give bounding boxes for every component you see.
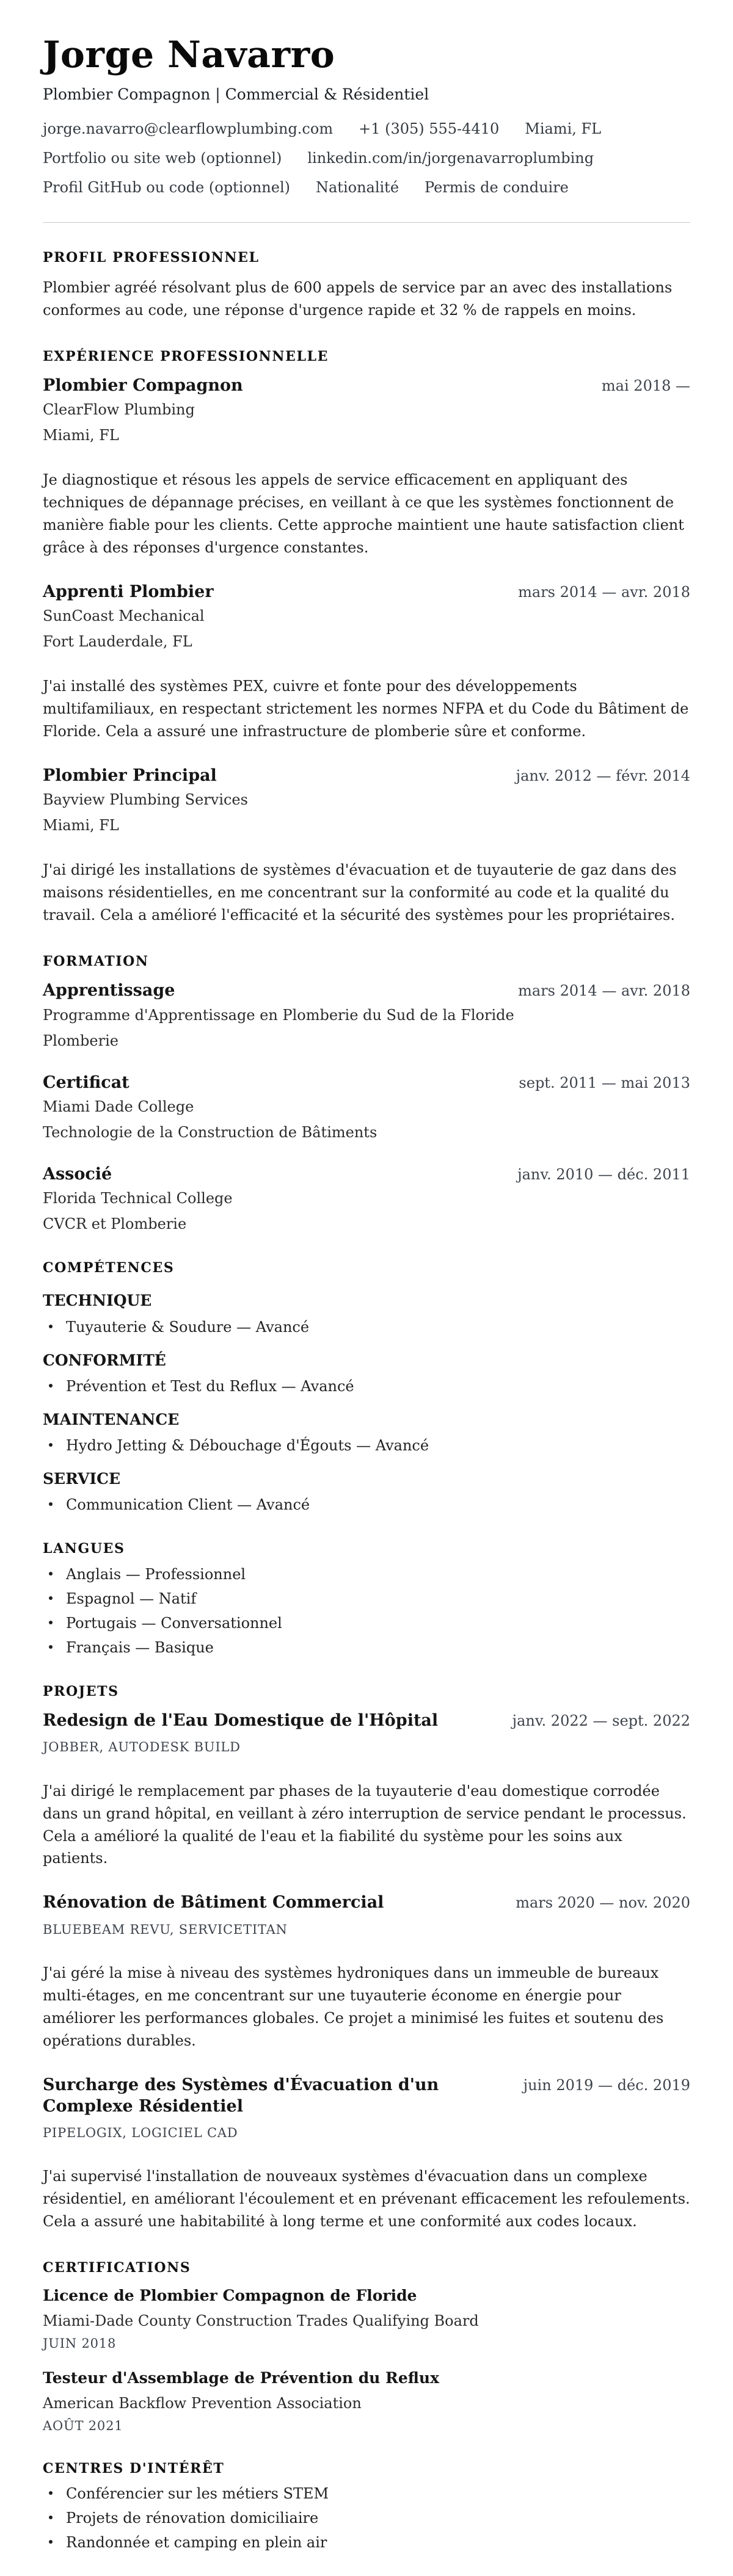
bullet-icon: [49, 1621, 53, 1624]
skill-item-label: Prévention et Test du Reflux — Avancé: [66, 1377, 354, 1395]
interest-item: [43, 2533, 690, 2552]
experience-heading: EXPÉRIENCE PROFESSIONNELLE: [43, 348, 329, 364]
job-entry: [43, 765, 690, 927]
skill-group-heading: TECHNIQUE: [43, 1292, 152, 1310]
job-description: J'ai installé des systèmes PEX, cuivre et fonte pour des développements multifamiliaux, en respectant strictement les normes NFPA et du Code du Bâtiment de Floride. Cela a assuré une infrastructure de plomberie sûre et conforme.: [43, 678, 689, 740]
bullet-icon: [49, 1596, 53, 1600]
interest-item-label: Conférencier sur les métiers STEM: [66, 2485, 329, 2503]
bullet-icon: [49, 2491, 53, 2495]
project-entry: [43, 1710, 690, 1870]
skill-item-label: Hydro Jetting & Débouchage d'Égouts — Avancé: [66, 1437, 429, 1454]
skill-list: [43, 1496, 690, 1514]
skill-list: [43, 1436, 690, 1455]
interest-item: [43, 2509, 690, 2527]
job-location: Fort Lauderdale, FL: [43, 633, 192, 651]
job-dates: mai 2018 —: [601, 377, 690, 395]
language-item-label: Anglais — Professionnel: [66, 1565, 246, 1583]
bullet-icon: [49, 1325, 53, 1328]
skill-group-heading: SERVICE: [43, 1470, 121, 1488]
project-description: J'ai géré la mise à niveau des systèmes hydroniques dans un immeuble de bureaux multi-étages, en me concentrant sur une tuyauterie économe en énergie pour améliorer les performances globales. Ce projet a minimisé les fuites et soutenu des opérations durables.: [43, 1964, 664, 2049]
contact-phone: +1 (305) 555-4410: [359, 120, 500, 138]
project-entry: [43, 2074, 690, 2233]
contact-block: [43, 120, 690, 197]
contact-linkedin: linkedin.com/in/jorgenavarroplumbing: [307, 150, 594, 167]
contact-row-2: [43, 149, 690, 167]
contact-row-1: [43, 120, 690, 138]
education-dates: mars 2014 — avr. 2018: [518, 982, 690, 1000]
bullet-icon: [49, 1443, 53, 1447]
education-school: Miami Dade College: [43, 1098, 194, 1115]
project-tools: PIPELOGIX, LOGICIEL CAD: [43, 2125, 238, 2140]
contact-email: jorge.navarro@clearflowplumbing.com: [43, 120, 334, 138]
resume-header: [43, 34, 690, 197]
section-languages: [43, 1541, 690, 1657]
certification-issuer: American Backflow Prevention Association: [43, 2394, 362, 2412]
profile-heading: PROFIL PROFESSIONNEL: [43, 250, 260, 266]
job-location: Miami, FL: [43, 817, 119, 834]
bullet-icon: [49, 1502, 53, 1506]
certification-entry: [43, 2286, 690, 2351]
certification-entry: [43, 2368, 690, 2434]
project-tools: JOBBER, AUTODESK BUILD: [43, 1740, 241, 1755]
job-company: Bayview Plumbing Services: [43, 791, 248, 809]
education-field: CVCR et Plomberie: [43, 1215, 187, 1232]
section-certifications: [43, 2260, 690, 2434]
education-heading: FORMATION: [43, 953, 149, 969]
language-item-label: Français — Basique: [66, 1638, 214, 1656]
education-entry: [43, 980, 690, 1049]
language-item: [43, 1638, 690, 1657]
skills-heading: COMPÉTENCES: [43, 1259, 175, 1276]
project-title: Redesign de l'Eau Domestique de l'Hôpital: [43, 1711, 439, 1731]
header-divider: [43, 222, 690, 223]
job-entry: [43, 581, 690, 743]
project-entry-head: [43, 1710, 690, 1731]
project-entry-head: [43, 2074, 690, 2117]
education-entry-head: [43, 1163, 690, 1185]
contact-github: Profil GitHub ou code (optionnel): [43, 179, 290, 197]
interest-item-label: Randonnée et camping en plein air: [66, 2534, 327, 2552]
skill-item-label: Communication Client — Avancé: [66, 1496, 310, 1514]
interests-heading: CENTRES D'INTÉRÊT: [43, 2460, 225, 2477]
language-item: [43, 1590, 690, 1608]
language-item-label: Espagnol — Natif: [66, 1590, 197, 1607]
education-field: Plomberie: [43, 1032, 119, 1049]
bullet-icon: [49, 1645, 53, 1649]
language-item: [43, 1565, 690, 1583]
project-entry: [43, 1892, 690, 2052]
education-school: Florida Technical College: [43, 1189, 233, 1207]
skill-list: [43, 1318, 690, 1336]
project-entry-head: [43, 1892, 690, 1913]
skill-item: [43, 1496, 690, 1514]
education-entry-head: [43, 1072, 690, 1093]
education-entry: [43, 1163, 690, 1233]
job-description: Je diagnostique et résous les appels de service efficacement en appliquant des techniques de dépannage précises, en veillant à ce que les systèmes fonctionnent de manière fiable pour les clients. Cette approche maintient une haute satisfaction client grâce à des réponses d'urgence constantes.: [43, 471, 684, 557]
section-profile: [43, 250, 690, 321]
language-list: [43, 1565, 690, 1657]
education-degree: Associé: [43, 1164, 112, 1184]
language-item-label: Portugais — Conversationnel: [66, 1614, 282, 1632]
languages-heading: LANGUES: [43, 1541, 125, 1557]
language-item: [43, 1614, 690, 1632]
bullet-icon: [49, 1384, 53, 1387]
bullet-icon: [49, 2540, 53, 2544]
job-title: Plombier Principal: [43, 766, 217, 786]
skill-list: [43, 1377, 690, 1395]
job-dates: janv. 2012 — févr. 2014: [516, 767, 690, 785]
bullet-icon: [49, 2516, 53, 2519]
contact-location: Miami, FL: [525, 120, 602, 138]
interest-list: [43, 2484, 690, 2552]
job-title: Plombier Compagnon: [43, 376, 243, 396]
contact-driving-license: Permis de conduire: [425, 179, 569, 197]
resume-subtitle: Plombier Compagnon | Commercial & Résidentiel: [43, 85, 429, 103]
section-interests: [43, 2461, 690, 2552]
education-field: Technologie de la Construction de Bâtiments: [43, 1123, 377, 1141]
profile-text: Plombier agréé résolvant plus de 600 appels de service par an avec des installations conformes au code, une réponse d'urgence rapide et 32 % de rappels en moins.: [43, 278, 673, 319]
project-dates: mars 2020 — nov. 2020: [516, 1894, 690, 1912]
section-projects: [43, 1684, 690, 2233]
skill-group-heading: CONFORMITÉ: [43, 1351, 166, 1369]
job-company: ClearFlow Plumbing: [43, 401, 195, 419]
project-description: J'ai supervisé l'installation de nouveaux systèmes d'évacuation dans un complexe résidentiel, en améliorant l'écoulement et en prévenant efficacement les refoulements. Cela a assuré une habitabilité à long terme et une conformité aux codes locaux.: [43, 2168, 690, 2230]
contact-portfolio: Portfolio ou site web (optionnel): [43, 150, 282, 167]
resume-name: Jorge Navarro: [43, 34, 335, 76]
contact-row-3: [43, 178, 690, 197]
skill-item: [43, 1377, 690, 1395]
education-school: Programme d'Apprentissage en Plomberie du Sud de la Floride: [43, 1006, 514, 1024]
certification-title: Testeur d'Assemblage de Prévention du Reflux: [43, 2369, 439, 2387]
job-entry-head: [43, 375, 690, 396]
bullet-icon: [49, 1572, 53, 1576]
project-title: Surcharge des Systèmes d'Évacuation d'un Complexe Résidentiel: [43, 2075, 439, 2116]
job-title: Apprenti Plombier: [43, 582, 214, 602]
job-dates: mars 2014 — avr. 2018: [518, 584, 690, 601]
project-title: Rénovation de Bâtiment Commercial: [43, 1893, 384, 1912]
certification-date: JUIN 2018: [43, 2335, 117, 2351]
job-location: Miami, FL: [43, 427, 119, 444]
interest-item: [43, 2484, 690, 2503]
job-entry: [43, 375, 690, 559]
project-dates: janv. 2022 — sept. 2022: [512, 1712, 690, 1730]
education-degree: Apprentissage: [43, 981, 175, 1000]
project-dates: juin 2019 — déc. 2019: [523, 2076, 690, 2094]
education-dates: sept. 2011 — mai 2013: [519, 1074, 690, 1091]
skill-item: [43, 1436, 690, 1455]
contact-nationality: Nationalité: [315, 179, 399, 197]
education-entry-head: [43, 980, 690, 1001]
job-company: SunCoast Mechanical: [43, 607, 205, 625]
section-experience: [43, 349, 690, 927]
job-description: J'ai dirigé les installations de systèmes d'évacuation et de tuyauterie de gaz dans des maisons résidentielles, en me concentrant sur la conformité au code et la qualité du travail. Cela a amélioré l'efficacité et la sécurité des systèmes pour les propriétaires.: [43, 861, 677, 924]
skill-item: [43, 1318, 690, 1336]
projects-heading: PROJETS: [43, 1683, 119, 1699]
education-dates: janv. 2010 — déc. 2011: [517, 1165, 690, 1183]
interest-item-label: Projets de rénovation domiciliaire: [66, 2509, 319, 2527]
skill-group-heading: MAINTENANCE: [43, 1410, 180, 1428]
project-description: J'ai dirigé le remplacement par phases de la tuyauterie d'eau domestique corrodée dans un grand hôpital, en veillant à zéro interruption de service pendant le processus. Cela a amélioré la qualité de l'eau et la fiabilité du système pour les soins aux patients.: [43, 1782, 687, 1867]
job-entry-head: [43, 581, 690, 602]
certifications-heading: CERTIFICATIONS: [43, 2259, 191, 2276]
skill-item-label: Tuyauterie & Soudure — Avancé: [66, 1318, 310, 1336]
certification-date: AOÛT 2021: [43, 2418, 123, 2433]
project-tools: BLUEBEAM REVU, SERVICETITAN: [43, 1922, 288, 1937]
education-degree: Certificat: [43, 1073, 129, 1092]
education-entry: [43, 1072, 690, 1141]
certification-issuer: Miami-Dade County Construction Trades Qualifying Board: [43, 2312, 479, 2329]
section-education: [43, 953, 690, 1233]
certification-title: Licence de Plombier Compagnon de Floride: [43, 2287, 417, 2305]
section-skills: [43, 1260, 690, 1514]
job-entry-head: [43, 765, 690, 786]
